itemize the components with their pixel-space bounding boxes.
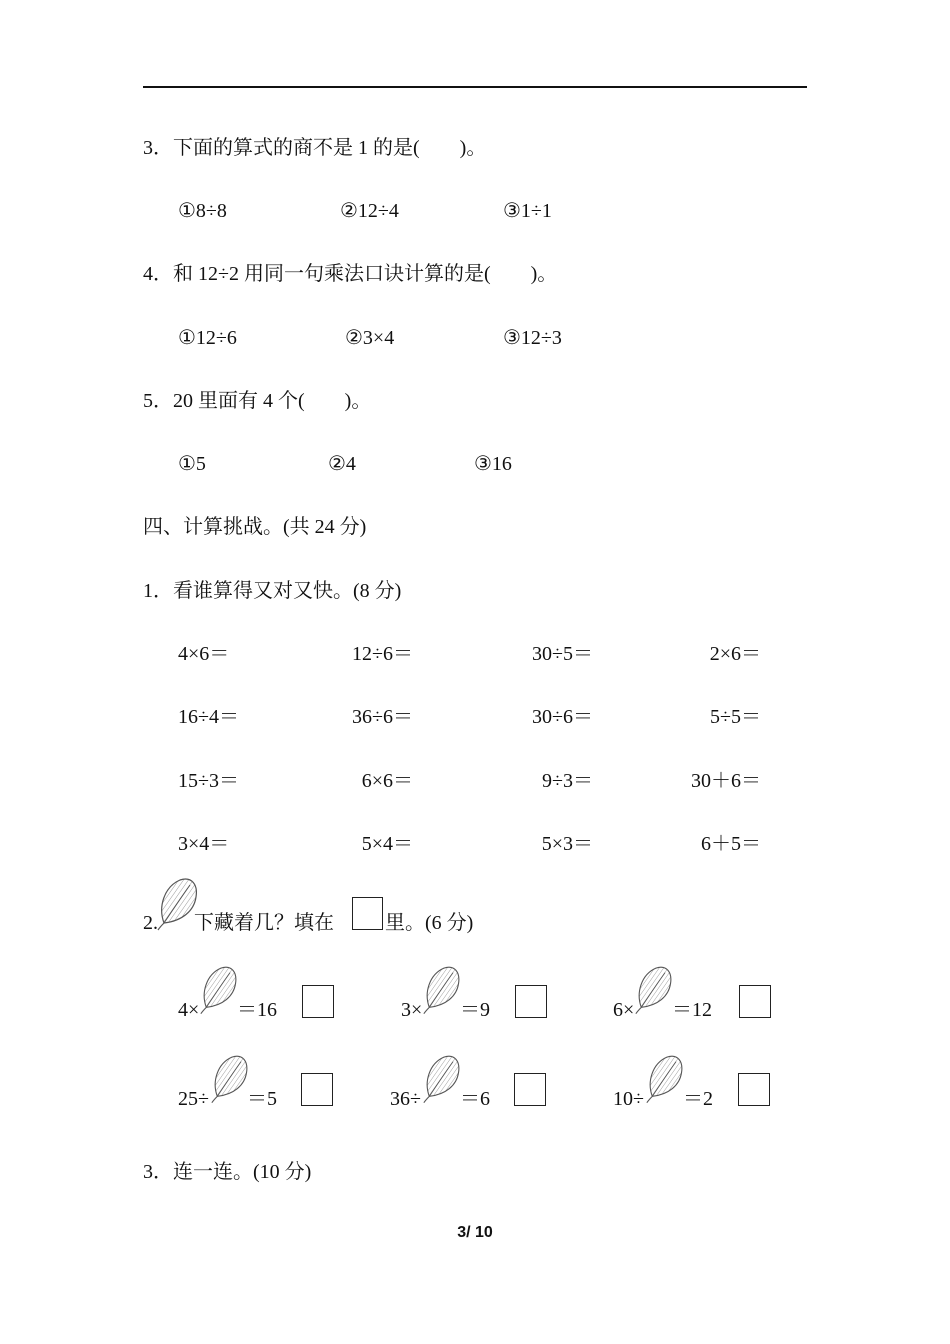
question-4-option-1: ①12÷6 (178, 327, 237, 349)
calc-r1-c2: 12÷6＝ (352, 643, 413, 665)
calc-r3-c3: 9÷3＝ (542, 770, 593, 792)
leaf-eq-2-post: ＝9 (460, 999, 490, 1021)
leaf-icon (199, 965, 241, 1015)
question-5-option-3: ③16 (474, 453, 512, 475)
leaf-icon (210, 1054, 252, 1104)
calc-r4-c4: 6＋5＝ (701, 833, 761, 855)
question-3-stem: 3．下面的算式的商不是 1 的是( )。 (143, 137, 487, 159)
answer-box[interactable] (514, 1073, 546, 1106)
calc-r2-c4: 5÷5＝ (710, 706, 761, 728)
question-4-option-2: ②3×4 (345, 327, 395, 349)
leaf-eq-4-post: ＝5 (247, 1088, 277, 1110)
answer-box[interactable] (738, 1073, 770, 1106)
question-3-option-2: ②12÷4 (340, 200, 399, 222)
leaf-icon (634, 965, 676, 1015)
question-4-option-3: ③12÷3 (503, 327, 562, 349)
calc-r1-c1: 4×6＝ (178, 643, 230, 665)
calc-r3-c2: 6×6＝ (361, 770, 413, 792)
question-5-option-1: ①5 (178, 453, 206, 475)
section-4-title: 四、计算挑战。(共 24 分) (143, 516, 367, 538)
leaf-eq-6-pre: 10÷ (613, 1088, 644, 1110)
answer-box[interactable] (301, 1073, 333, 1106)
calc-r2-c2: 36÷6＝ (352, 706, 413, 728)
leaf-eq-1-pre: 4× (178, 999, 200, 1021)
calc-r3-c1: 15÷3＝ (178, 770, 239, 792)
part-3-title: 3．连一连。(10 分) (143, 1161, 312, 1183)
leaf-icon (645, 1054, 687, 1104)
calc-r2-c3: 30÷6＝ (532, 706, 593, 728)
leaf-icon (422, 1054, 464, 1104)
part-2-number: 2. (143, 912, 158, 934)
calc-r4-c3: 5×3＝ (541, 833, 593, 855)
leaf-eq-3-post: ＝12 (672, 999, 712, 1021)
question-3-option-3: ③1÷1 (503, 200, 552, 222)
question-3-option-1: ①8÷8 (178, 200, 227, 222)
leaf-eq-5-post: ＝6 (460, 1088, 490, 1110)
leaf-icon (422, 965, 464, 1015)
leaf-eq-2-pre: 3× (401, 999, 423, 1021)
part-2-text-a: 下藏着几？填在 (194, 912, 334, 934)
leaf-eq-3-pre: 6× (613, 999, 635, 1021)
leaf-eq-5-pre: 36÷ (390, 1088, 421, 1110)
answer-box[interactable] (515, 985, 547, 1018)
leaf-eq-6-post: ＝2 (683, 1088, 713, 1110)
answer-box[interactable] (739, 985, 771, 1018)
leaf-eq-4-pre: 25÷ (178, 1088, 209, 1110)
header-rule (143, 86, 807, 88)
page-number: 3/ 10 (457, 1224, 493, 1241)
part-2-text-b: 里。(6 分) (385, 912, 474, 934)
answer-box[interactable] (302, 985, 334, 1018)
calc-r2-c1: 16÷4＝ (178, 706, 239, 728)
question-5-stem: 5．20 里面有 4 个( )。 (143, 390, 372, 412)
calc-r3-c4: 30＋6＝ (691, 770, 761, 792)
calc-r1-c4: 2×6＝ (709, 643, 761, 665)
question-5-option-2: ②4 (328, 453, 356, 475)
question-4-stem: 4．和 12÷2 用同一句乘法口诀计算的是( )。 (143, 263, 558, 285)
leaf-eq-1-post: ＝16 (237, 999, 277, 1021)
title-answer-box (352, 897, 383, 930)
calc-r1-c3: 30÷5＝ (532, 643, 593, 665)
part-1-title: 1．看谁算得又对又快。(8 分) (143, 580, 402, 602)
calc-r4-c2: 5×4＝ (361, 833, 413, 855)
calc-r4-c1: 3×4＝ (178, 833, 230, 855)
